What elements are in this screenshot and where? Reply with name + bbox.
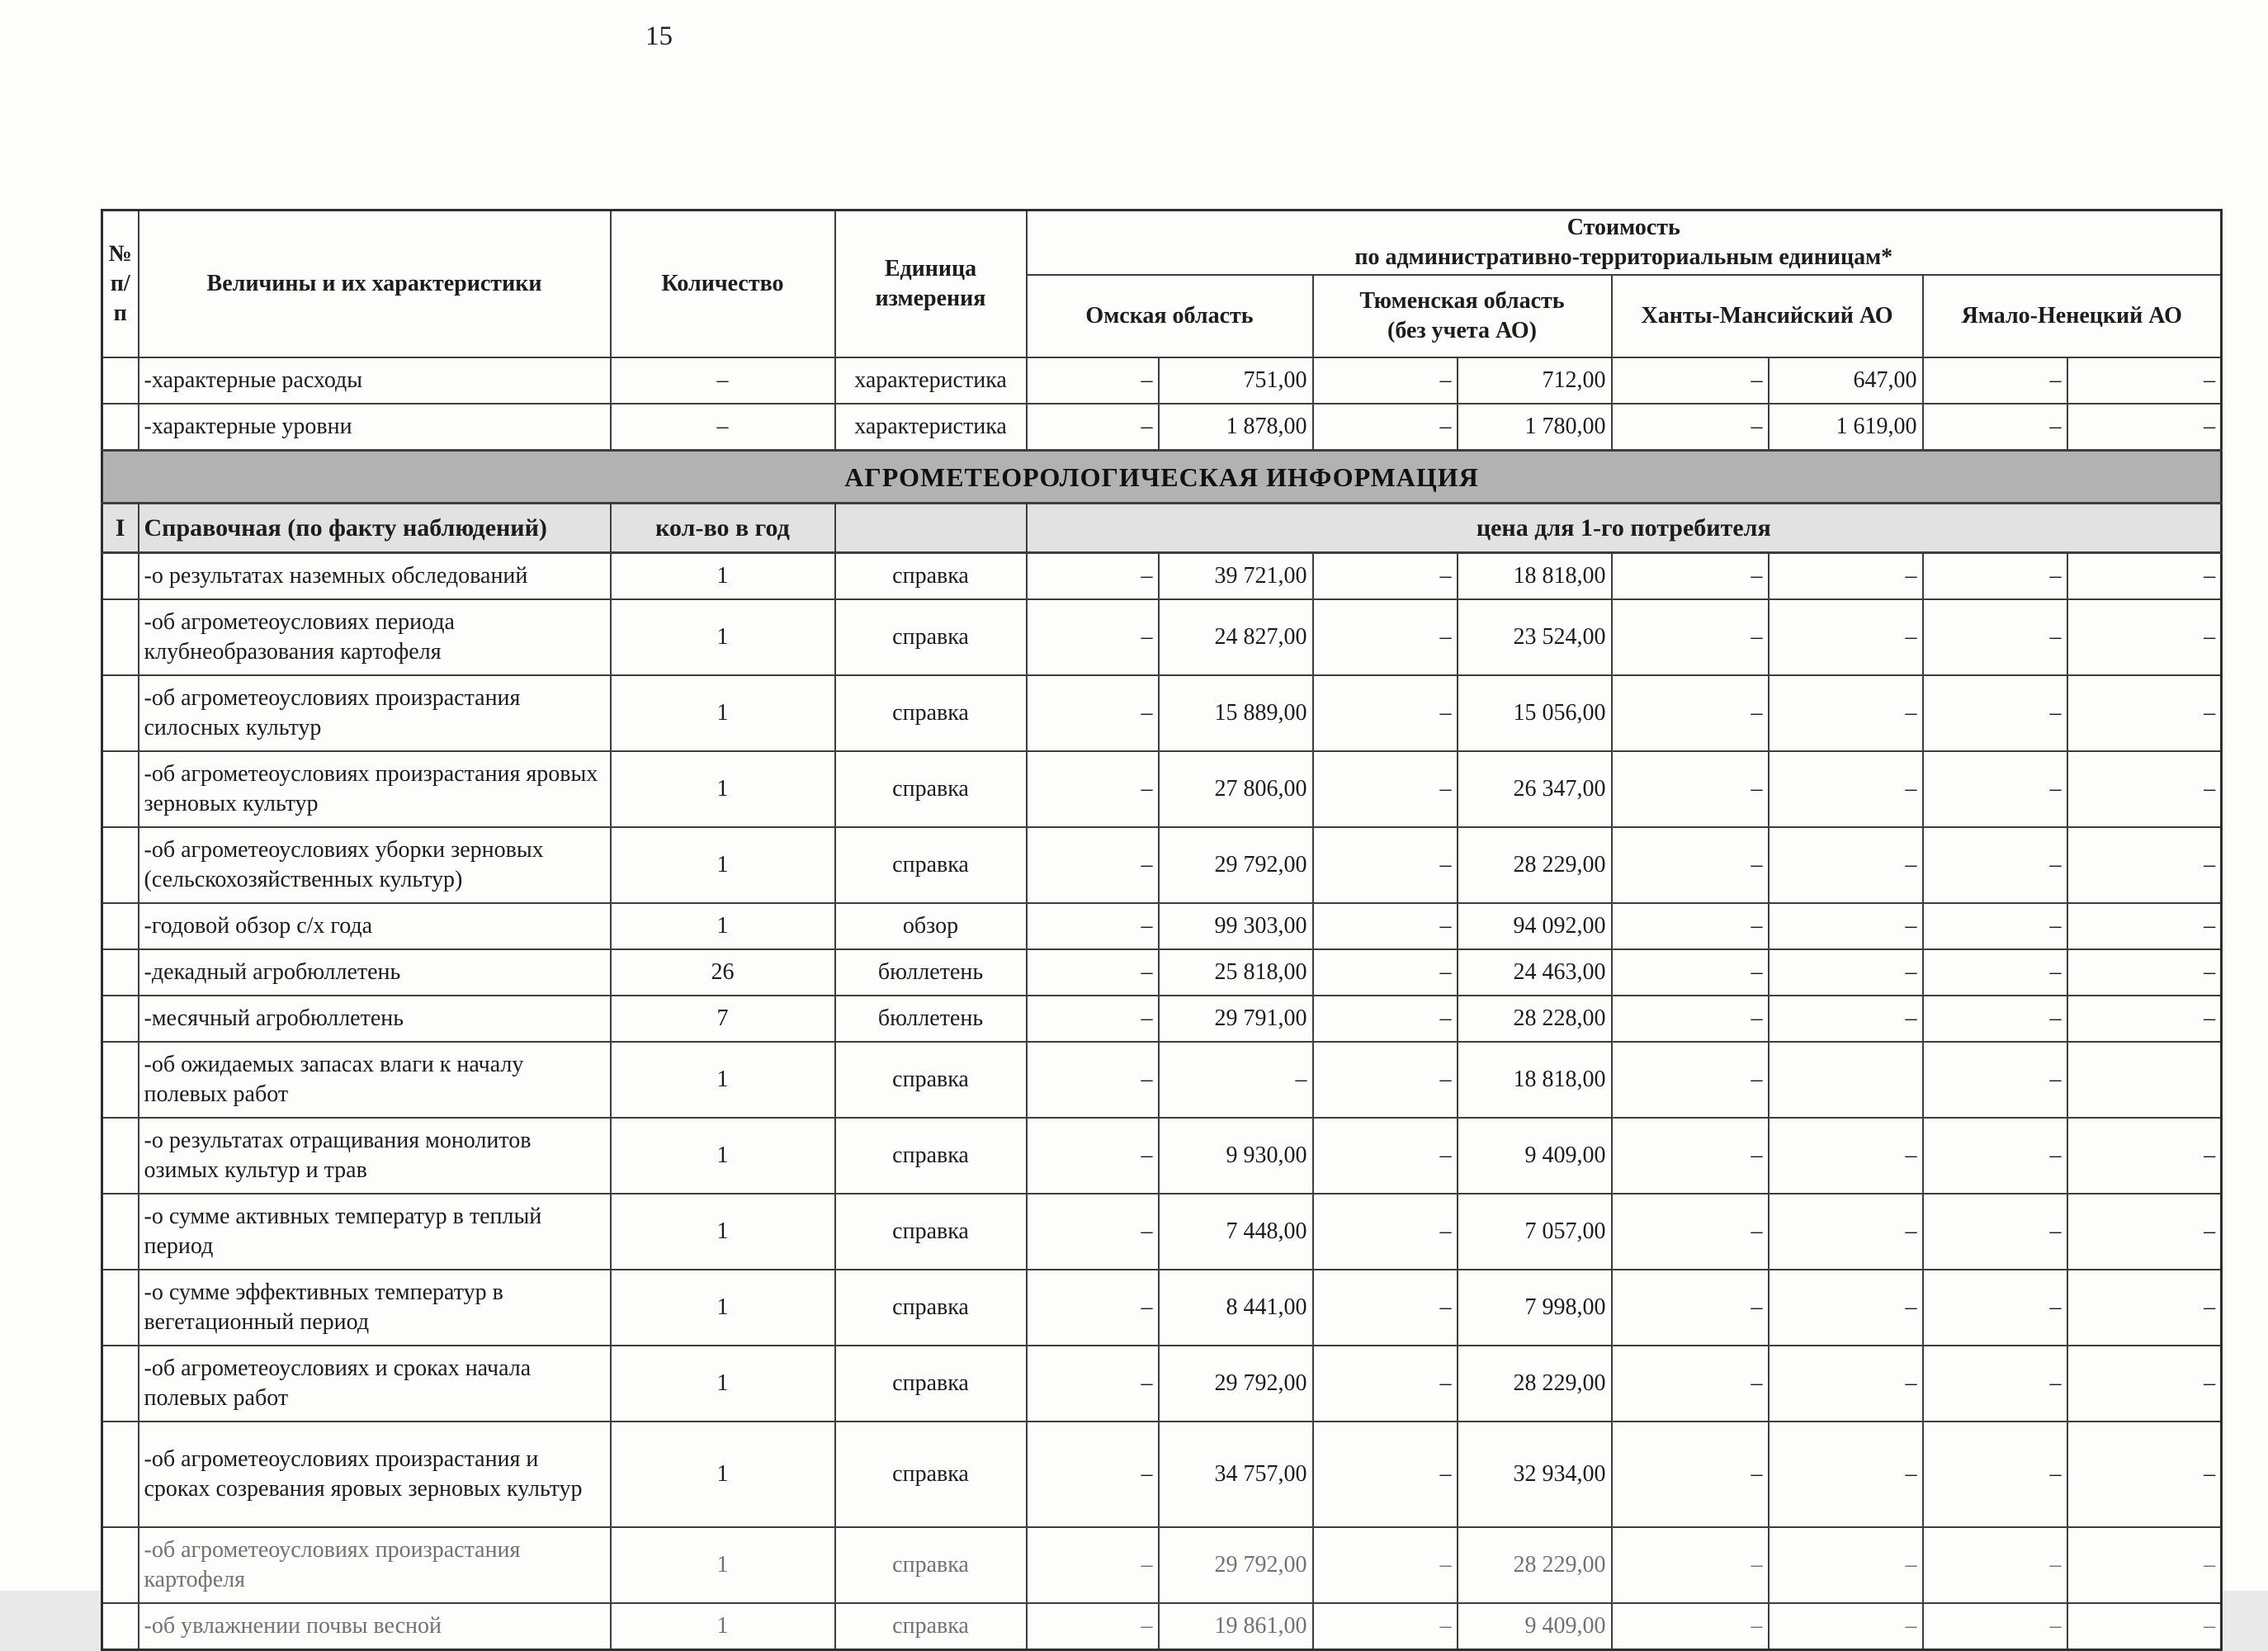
cell-dash: –: [1313, 827, 1458, 903]
table-row: [102, 357, 2222, 404]
row-unit: справка: [835, 599, 1027, 675]
cell-value: –: [2067, 996, 2222, 1042]
cell-dash: –: [1923, 357, 2067, 404]
cell-value: –: [1769, 675, 1923, 751]
table-row: [102, 949, 2222, 996]
cell-dash: –: [1313, 599, 1458, 675]
cell-value: –: [2067, 751, 2222, 827]
cell-value: –: [2067, 1422, 2222, 1527]
row-qty: 1: [611, 903, 835, 949]
row-num: [102, 903, 139, 949]
row-label: -о сумме эффективных температур в вегетационный период: [139, 1270, 611, 1346]
table-row: [102, 827, 2222, 903]
cell-dash: –: [1923, 599, 2067, 675]
row-unit: справка: [835, 1346, 1027, 1422]
row-unit: справка: [835, 1270, 1027, 1346]
row-num: [102, 751, 139, 827]
cell-dash: –: [1313, 675, 1458, 751]
cell-dash: –: [1027, 751, 1159, 827]
row-num: [102, 1603, 139, 1650]
row-qty: 1: [611, 1527, 835, 1603]
cell-value: –: [1769, 751, 1923, 827]
cell-dash: –: [1612, 1346, 1769, 1422]
row-num: [102, 357, 139, 404]
row-qty: –: [611, 357, 835, 404]
cell-dash: –: [1612, 1194, 1769, 1270]
cell-dash: –: [1027, 553, 1159, 600]
cell-value: 7 448,00: [1159, 1194, 1313, 1270]
row-unit: справка: [835, 675, 1027, 751]
row-unit: бюллетень: [835, 949, 1027, 996]
cell-dash: –: [1923, 1422, 2067, 1527]
cell-value: 18 818,00: [1458, 1042, 1612, 1118]
row-label: -об агрометеоусловиях произрастания и сроках созревания яровых зерновых культур: [139, 1422, 611, 1527]
cell-dash: –: [1923, 1346, 2067, 1422]
table-row: [102, 903, 2222, 949]
cell-value: –: [2067, 1270, 2222, 1346]
row-qty: –: [611, 404, 835, 451]
cell-dash: –: [1313, 903, 1458, 949]
cell-dash: –: [1313, 1118, 1458, 1194]
cell-value: 99 303,00: [1159, 903, 1313, 949]
row-qty: 1: [611, 1270, 835, 1346]
table-row: [102, 751, 2222, 827]
row-num: [102, 1527, 139, 1603]
row-num: [102, 827, 139, 903]
cell-dash: –: [1923, 553, 2067, 600]
cell-dash: –: [1612, 1118, 1769, 1194]
row-unit: бюллетень: [835, 996, 1027, 1042]
cell-dash: –: [1313, 1422, 1458, 1527]
row-qty: 26: [611, 949, 835, 996]
section-band: АГРОМЕТЕОРОЛОГИЧЕСКАЯ ИНФОРМАЦИЯ: [102, 451, 2222, 504]
cell-value: 24 827,00: [1159, 599, 1313, 675]
cell-dash: –: [1313, 553, 1458, 600]
cell-dash: –: [1923, 1194, 2067, 1270]
row-qty: 1: [611, 553, 835, 600]
cell-value: 23 524,00: [1458, 599, 1612, 675]
cell-value: 647,00: [1769, 357, 1923, 404]
cell-value: –: [1769, 1346, 1923, 1422]
cell-dash: –: [1027, 599, 1159, 675]
row-num: [102, 996, 139, 1042]
cell-dash: –: [1923, 1270, 2067, 1346]
cell-dash: –: [1612, 1527, 1769, 1603]
row-unit: характеристика: [835, 404, 1027, 451]
row-num: [102, 404, 139, 451]
cell-dash: –: [1027, 996, 1159, 1042]
row-label: -годовой обзор с/х года: [139, 903, 611, 949]
section-rows: [102, 451, 2222, 553]
table-row: [102, 1118, 2222, 1194]
row-qty: 1: [611, 1194, 835, 1270]
row-qty: 1: [611, 599, 835, 675]
cell-value: –: [2067, 1527, 2222, 1603]
cell-dash: –: [1027, 357, 1159, 404]
col-header-num: [102, 211, 139, 358]
cell-dash: –: [1313, 751, 1458, 827]
row-unit: справка: [835, 1042, 1027, 1118]
cell-value: 9 930,00: [1159, 1118, 1313, 1194]
cell-value: 94 092,00: [1458, 903, 1612, 949]
cost-header-line2: по административно-территориальным единицам*: [1354, 244, 1893, 270]
cell-dash: –: [1313, 996, 1458, 1042]
cell-value: 1 780,00: [1458, 404, 1612, 451]
cell-value: 27 806,00: [1159, 751, 1313, 827]
cell-dash: –: [1612, 827, 1769, 903]
row-unit: характеристика: [835, 357, 1027, 404]
cell-value: –: [1769, 553, 1923, 600]
cell-dash: –: [1612, 1042, 1769, 1118]
cell-value: –: [1769, 599, 1923, 675]
row-label: -об агрометеоусловиях произрастания силосных культур: [139, 675, 611, 751]
cell-value: 24 463,00: [1458, 949, 1612, 996]
cell-value: –: [2067, 1194, 2222, 1270]
row-unit: справка: [835, 1527, 1027, 1603]
table-row: [102, 996, 2222, 1042]
table-row: [102, 553, 2222, 600]
rows-agro: [102, 553, 2222, 1650]
table-row: [102, 1527, 2222, 1603]
cell-dash: –: [1027, 1527, 1159, 1603]
cell-value: 1 619,00: [1769, 404, 1923, 451]
cell-dash: –: [1313, 1346, 1458, 1422]
cell-dash: –: [1612, 357, 1769, 404]
cell-dash: –: [1923, 827, 2067, 903]
cell-value: –: [1769, 1527, 1923, 1603]
cell-dash: –: [1027, 1270, 1159, 1346]
cell-value: –: [1769, 827, 1923, 903]
cell-value: –: [1769, 949, 1923, 996]
cell-value: –: [2067, 357, 2222, 404]
region-header-tyumen: Тюменская область (без учета АО): [1313, 275, 1612, 357]
row-label: -о сумме активных температур в теплый период: [139, 1194, 611, 1270]
cell-value: –: [1769, 1118, 1923, 1194]
table-row: [102, 599, 2222, 675]
cell-dash: –: [1923, 1042, 2067, 1118]
cell-dash: –: [1313, 1603, 1458, 1650]
cell-value: 28 229,00: [1458, 1346, 1612, 1422]
cell-dash: –: [1612, 1270, 1769, 1346]
row-num: [102, 1118, 139, 1194]
cell-value: 39 721,00: [1159, 553, 1313, 600]
cell-value: 7 998,00: [1458, 1270, 1612, 1346]
cell-value: 32 934,00: [1458, 1422, 1612, 1527]
row-label: -об агрометеоусловиях уборки зерновых (сельскохозяйственных культур): [139, 827, 611, 903]
row-unit: справка: [835, 1422, 1027, 1527]
table-row: [102, 1603, 2222, 1650]
col-header-num-line2: п/п: [110, 271, 130, 326]
cell-value: –: [2067, 553, 2222, 600]
cell-dash: –: [1612, 903, 1769, 949]
row-label: -об увлажнении почвы весной: [139, 1603, 611, 1650]
group-row-label: Справочная (по факту наблюдений): [139, 504, 611, 553]
row-unit: справка: [835, 827, 1027, 903]
cell-value: 18 818,00: [1458, 553, 1612, 600]
cell-value: 9 409,00: [1458, 1118, 1612, 1194]
row-label: -об агрометеоусловиях произрастания яровых зерновых культур: [139, 751, 611, 827]
row-qty: 7: [611, 996, 835, 1042]
group-row-num: I: [102, 504, 139, 553]
row-label: -об агрометеоусловиях периода клубнеобразования картофеля: [139, 599, 611, 675]
row-label: -характерные уровни: [139, 404, 611, 451]
row-unit: справка: [835, 1603, 1027, 1650]
row-qty: 1: [611, 751, 835, 827]
cell-value: –: [2067, 675, 2222, 751]
cost-header-line1: Стоимость: [1566, 215, 1680, 240]
row-qty: 1: [611, 675, 835, 751]
cell-dash: –: [1313, 1527, 1458, 1603]
group-row: [102, 504, 2222, 553]
table-row: [102, 404, 2222, 451]
row-unit: справка: [835, 751, 1027, 827]
cell-dash: –: [1027, 827, 1159, 903]
cell-dash: –: [1923, 996, 2067, 1042]
cell-value: 15 889,00: [1159, 675, 1313, 751]
cell-dash: –: [1027, 1118, 1159, 1194]
cell-value: –: [2067, 827, 2222, 903]
cell-value: 28 229,00: [1458, 1527, 1612, 1603]
page-number: 15: [645, 21, 673, 51]
group-row-unit: [835, 504, 1027, 553]
row-num: [102, 553, 139, 600]
cell-value: 9 409,00: [1458, 1603, 1612, 1650]
row-label: -о результатах наземных обследований: [139, 553, 611, 600]
cell-value: –: [1769, 1603, 1923, 1650]
cell-dash: –: [1612, 553, 1769, 600]
cell-value: –: [2067, 1603, 2222, 1650]
cell-dash: –: [1612, 1422, 1769, 1527]
cell-value: 29 792,00: [1159, 827, 1313, 903]
section-band-row: [102, 451, 2222, 504]
cell-value: –: [1769, 1270, 1923, 1346]
cell-value: 26 347,00: [1458, 751, 1612, 827]
group-row-price-note: цена для 1-го потребителя: [1027, 504, 2222, 553]
cell-value: –: [1769, 996, 1923, 1042]
cell-dash: –: [1027, 949, 1159, 996]
row-num: [102, 949, 139, 996]
cell-value: –: [2067, 1118, 2222, 1194]
row-qty: 1: [611, 827, 835, 903]
cell-value: 28 228,00: [1458, 996, 1612, 1042]
row-num: [102, 1346, 139, 1422]
row-qty: 1: [611, 1346, 835, 1422]
cell-value: 15 056,00: [1458, 675, 1612, 751]
group-row-qty: кол-во в год: [611, 504, 835, 553]
row-unit: обзор: [835, 903, 1027, 949]
row-num: [102, 675, 139, 751]
cell-dash: –: [1612, 751, 1769, 827]
cell-dash: –: [1612, 1603, 1769, 1650]
cell-dash: –: [1027, 1042, 1159, 1118]
col-header-name: Величины и их характеристики: [139, 211, 611, 358]
cell-dash: –: [1923, 1603, 2067, 1650]
cell-dash: –: [1313, 1042, 1458, 1118]
cell-value: 1 878,00: [1159, 404, 1313, 451]
row-label: -об агрометеоусловиях и сроках начала полевых работ: [139, 1346, 611, 1422]
cell-dash: –: [1612, 675, 1769, 751]
cell-dash: –: [1313, 357, 1458, 404]
cell-value: 8 441,00: [1159, 1270, 1313, 1346]
cell-value: –: [2067, 599, 2222, 675]
cell-value: –: [1769, 1194, 1923, 1270]
table-row: [102, 1194, 2222, 1270]
row-num: [102, 1042, 139, 1118]
table-row: [102, 1270, 2222, 1346]
cell-dash: –: [1612, 404, 1769, 451]
cell-dash: –: [1923, 404, 2067, 451]
cell-value: –: [1159, 1042, 1313, 1118]
cell-value: [1769, 1042, 1923, 1118]
cell-value: 712,00: [1458, 357, 1612, 404]
row-label: -характерные расходы: [139, 357, 611, 404]
cell-dash: –: [1923, 675, 2067, 751]
cell-dash: –: [1923, 1118, 2067, 1194]
col-header-unit: [835, 211, 1027, 358]
col-header-unit-line1: Единица: [884, 256, 977, 281]
cell-value: –: [2067, 1346, 2222, 1422]
cell-dash: –: [1027, 1422, 1159, 1527]
region-header-yamal: Ямало-Ненецкий АО: [1923, 275, 2222, 357]
rows-pre: [102, 357, 2222, 451]
cell-dash: –: [1027, 675, 1159, 751]
table-row: [102, 1422, 2222, 1527]
row-unit: справка: [835, 1194, 1027, 1270]
cell-value: –: [1769, 903, 1923, 949]
cell-dash: –: [1923, 903, 2067, 949]
cell-dash: –: [1027, 1603, 1159, 1650]
row-qty: 1: [611, 1118, 835, 1194]
row-qty: 1: [611, 1042, 835, 1118]
cell-value: [2067, 1042, 2222, 1118]
col-header-num-line1: №: [108, 241, 132, 267]
row-num: [102, 1422, 139, 1527]
cell-dash: –: [1313, 1194, 1458, 1270]
row-label: -об агрометеоусловиях произрастания картофеля: [139, 1527, 611, 1603]
cell-dash: –: [1027, 1346, 1159, 1422]
cell-value: 28 229,00: [1458, 827, 1612, 903]
cell-value: –: [2067, 404, 2222, 451]
col-header-qty: Количество: [611, 211, 835, 358]
cell-dash: –: [1612, 996, 1769, 1042]
cell-value: 751,00: [1159, 357, 1313, 404]
row-label: -о результатах отращивания монолитов озимых культур и трав: [139, 1118, 611, 1194]
row-unit: справка: [835, 1118, 1027, 1194]
cell-dash: –: [1923, 1527, 2067, 1603]
header-row-1: [102, 211, 2222, 276]
cell-dash: –: [1612, 949, 1769, 996]
cell-value: –: [2067, 949, 2222, 996]
region-header-khanty: Ханты-Мансийский АО: [1612, 275, 1923, 357]
row-label: -декадный агробюллетень: [139, 949, 611, 996]
cell-dash: –: [1923, 751, 2067, 827]
price-table: [101, 209, 2223, 1651]
cell-value: 29 792,00: [1159, 1527, 1313, 1603]
row-label: -об ожидаемых запасах влаги к началу полевых работ: [139, 1042, 611, 1118]
cell-dash: –: [1612, 599, 1769, 675]
cell-dash: –: [1313, 1270, 1458, 1346]
cell-value: 29 792,00: [1159, 1346, 1313, 1422]
table-row: [102, 1042, 2222, 1118]
cell-dash: –: [1027, 404, 1159, 451]
col-header-unit-line2: измерения: [875, 286, 986, 311]
cell-value: –: [2067, 903, 2222, 949]
table-row: [102, 1346, 2222, 1422]
row-num: [102, 1194, 139, 1270]
cell-value: 29 791,00: [1159, 996, 1313, 1042]
cell-value: 7 057,00: [1458, 1194, 1612, 1270]
cell-value: 34 757,00: [1159, 1422, 1313, 1527]
row-label: -месячный агробюллетень: [139, 996, 611, 1042]
cell-dash: –: [1313, 949, 1458, 996]
region-header-omsk: Омская область: [1027, 275, 1313, 357]
row-num: [102, 599, 139, 675]
row-unit: справка: [835, 553, 1027, 600]
cell-value: 25 818,00: [1159, 949, 1313, 996]
table-row: [102, 675, 2222, 751]
cell-dash: –: [1923, 949, 2067, 996]
row-qty: 1: [611, 1603, 835, 1650]
row-qty: 1: [611, 1422, 835, 1527]
cell-value: –: [1769, 1422, 1923, 1527]
cost-header: [1027, 211, 2222, 276]
row-num: [102, 1270, 139, 1346]
cell-dash: –: [1313, 404, 1458, 451]
cell-dash: –: [1027, 903, 1159, 949]
cell-value: 19 861,00: [1159, 1603, 1313, 1650]
cell-dash: –: [1027, 1194, 1159, 1270]
